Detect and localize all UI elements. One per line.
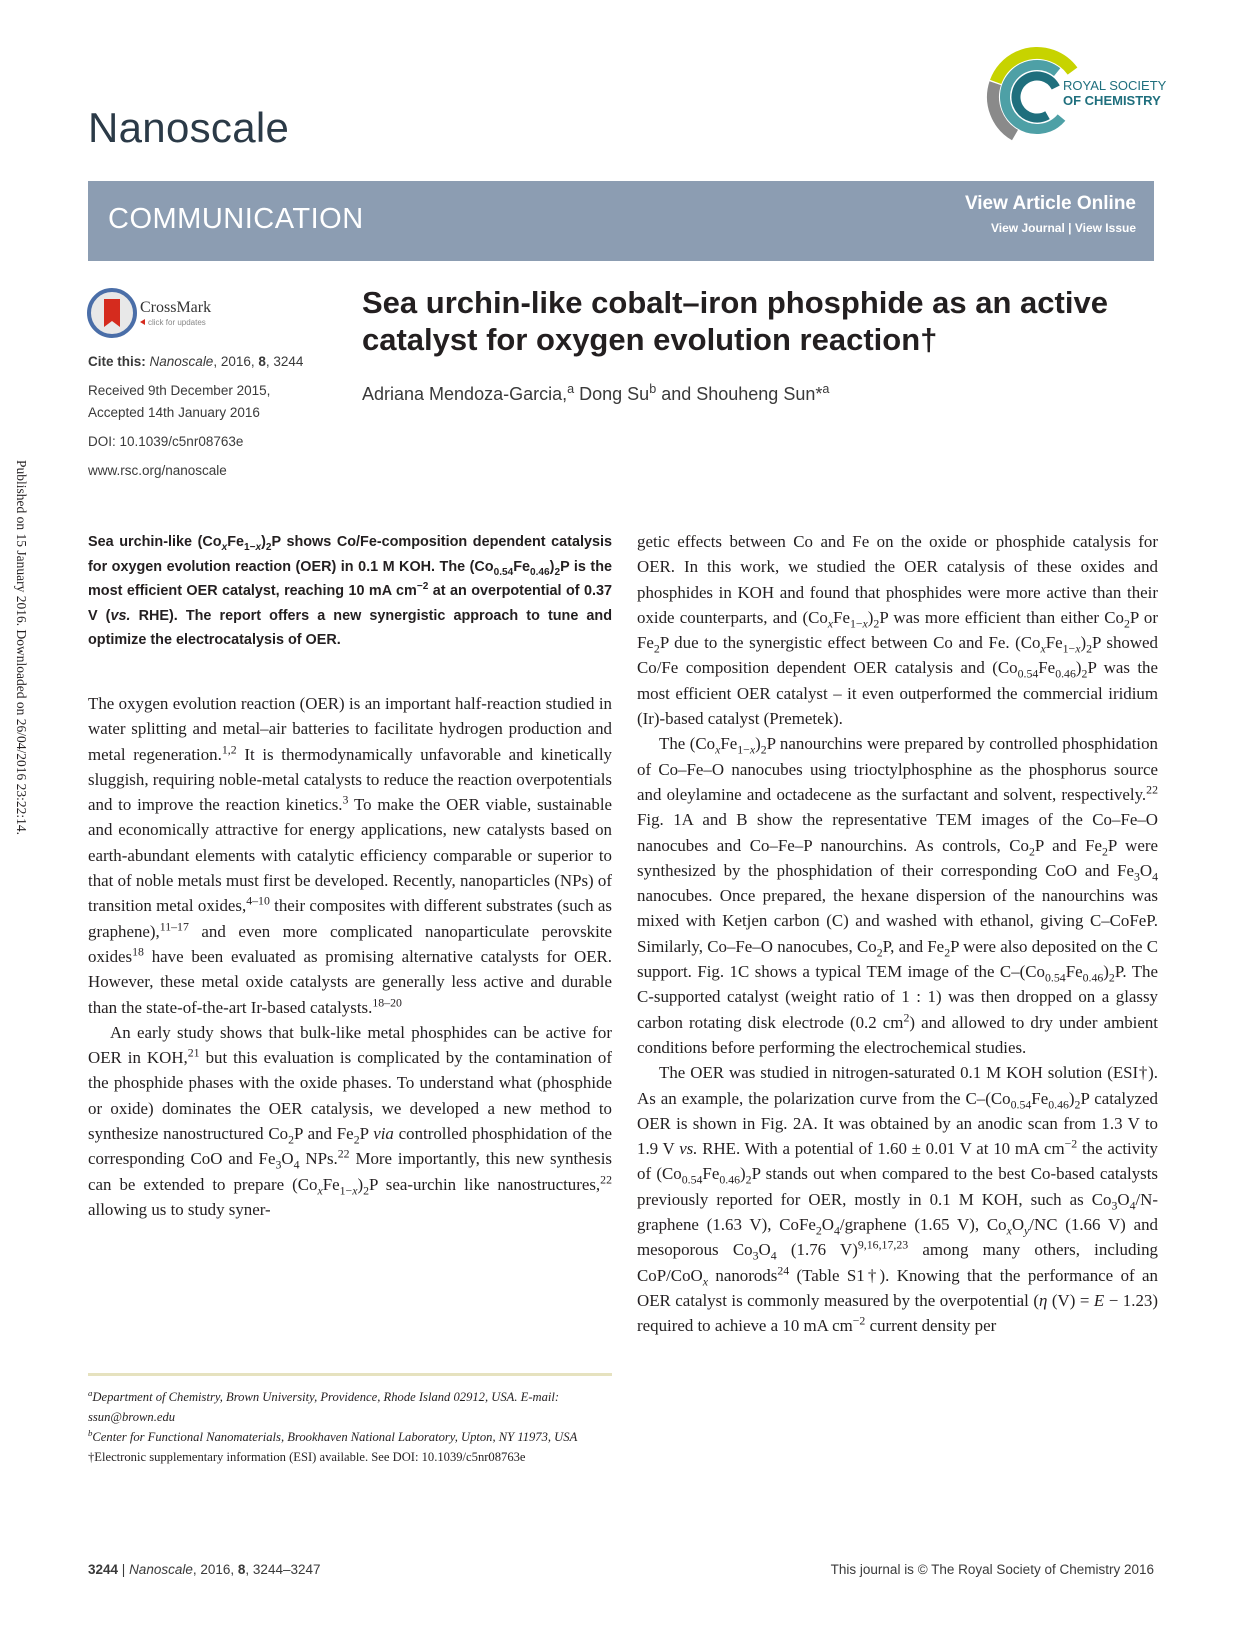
- rsc-logo-line2: OF CHEMISTRY: [1063, 93, 1161, 108]
- abstract: Sea urchin-like $(Co_xFe_{1-x})_2P$ shows Co/Fe-composition dependent catalysis for oxygen evolution reaction (OER) in 0.1 M KOH. The $(Co_{0.54}Fe_{0.46})_2P$ is the most efficient OER catalyst, reaching 10 mA $cm^{-2}$ at an overpotential of 0.37 V (vs. RHE). The report offers a new synergistic approach to tune and optimize the electrocatalysis of OER.: [88, 534, 613, 648]
- cite-this: Cite this: Nanoscale, 2016, 8, 3244: [88, 354, 304, 369]
- citation-block: [88, 352, 348, 483]
- view-journal-link[interactable]: View Journal: [990, 221, 1065, 235]
- body-paragraph: getic effects between Co and Fe on the oxide or phosphide catalysis for OER. In this work, we studied the OER catalysis of these oxides and phosphides in KOH and found that phosphides were more active than their oxide counterparts, and $(Co_xFe_{1-x})_2P$ was more efficient than either $Co_2P$ or $Fe_2P$ due to the synergistic effect between Co and Fe. $(Co_xFe_{1-x})_2P$ showed Co/Fe composition dependent OER catalysis and $(Co_{0.54}Fe_{0.46})_2P$ was the most efficient OER catalyst – it even outperformed the commercial iridium (Ir)-based catalyst (Premetek).: [637, 532, 1159, 729]
- view-article-online-link[interactable]: View Article Online: [964, 193, 1136, 214]
- footnote-divider: [88, 1373, 612, 1376]
- article-type-banner: [88, 181, 1154, 261]
- link-separator: |: [1068, 221, 1072, 235]
- view-links: [991, 221, 1136, 235]
- doi: DOI: 10.1039/c5nr08763e: [88, 434, 244, 449]
- body-paragraph: The $(Co_xFe_{1-x})_2P$ nanourchins were prepared by controlled phosphidation of Co–Fe–O nanocubes using trioctylphosphine as the phosphorus source and oleylamine and octadecene as the surfactant and solvent, respectively.$^{22}$ Fig. 1A and B show the representative TEM images of the Co–Fe–O nanocubes and Co–Fe–P nanourchins. As controls, $Co_2P$ and $Fe_2P$ were synthesized by the phosphidation of their corresponding CoO and $Fe_3O_4$ nanocubes. Once prepared, the hexane dispersion of the nanourchins was mixed with Ketjen carbon (C) and washed with ethanol, giving C–CoFeP. Similarly, Co–Fe–O nanocubes, $Co_2P$, and $Fe_2P$ were also deposited on the C support. Fig. 1C shows a typical TEM image of the $C-(Co_{0.54}Fe_{0.46})_2P$. The C-supported catalyst (weight ratio of 1 : 1) was then dropped on a glassy carbon rotating disk electrode (0.2 $cm^2$) and allowed to dry under ambient conditions before performing the electrochemical studies.: [637, 734, 1159, 1057]
- view-issue-link[interactable]: View Issue: [1074, 221, 1136, 235]
- crossmark-sublabel: click for updates: [148, 318, 206, 327]
- arrow-icon: [140, 319, 145, 325]
- article-type-label: COMMUNICATION: [108, 203, 364, 235]
- footnote-affiliation-a: $^a$Department of Chemistry, Brown University, Providence, Rhode Island 02912, USA. E-mail: ssun@brown.edu: [88, 1387, 560, 1424]
- page-footer-copyright: This journal is © The Royal Society of Chemistry 2016: [830, 1562, 1154, 1577]
- body-paragraph: The oxygen evolution reaction (OER) is an important half-reaction studied in water splitting and metal–air batteries to facilitate hydrogen production and metal regeneration.$^{1,2}$ It is thermodynamically unfavorable and kinetically sluggish, requiring noble-metal catalysts to reduce the reaction overpotentials and to improve the reaction kinetics.$^3$ To make the OER viable, sustainable and economically attractive for energy applications, new catalysts based on earth-abundant elements with catalytic efficiency comparable or superior to that of noble metals must first be developed. Recently, nanoparticles (NPs) of transition metal oxides,$^{4-10}$ their composites with different substrates (such as graphene),$^{11-17}$ and even more complicated nanoparticulate perovskite oxides$^{18}$ have been evaluated as promising alternative catalysts for OER. However, these metal oxide catalysts are generally less active and durable than the state-of-the-art Ir-based catalysts.$^{18-20}$: [88, 694, 613, 1017]
- body-right-column: [637, 529, 1158, 1339]
- footnote-affiliation-b: $^b$Center for Functional Nanomaterials, Brookhaven National Laboratory, Upton, NY 11973, USA: [88, 1427, 578, 1444]
- received-date: Received 9th December 2015,: [88, 383, 271, 398]
- footnotes: [88, 1387, 612, 1467]
- body-left-column: [88, 691, 612, 1222]
- download-note-text: Published on 15 January 2016. Downloaded on 26/04/2016 23:22:14.: [14, 460, 29, 835]
- rsc-logo-line1: ROYAL SOCIETY: [1063, 78, 1167, 93]
- download-note: [3, 460, 31, 940]
- footnote-esi: †Electronic supplementary information (ESI) available. See DOI: 10.1039/c5nr08763e: [88, 1450, 526, 1464]
- crossmark-label: CrossMark: [140, 299, 212, 316]
- crossmark-badge[interactable]: [88, 287, 248, 339]
- journal-name: Nanoscale: [88, 104, 290, 151]
- article-title: Sea urchin-like cobalt–iron phosphide as an active catalyst for oxygen evolution reaction†: [362, 285, 1108, 357]
- body-paragraph: An early study shows that bulk-like metal phosphides can be active for OER in KOH,$^{21}$ but this evaluation is complicated by the contamination of the phosphide phases with the oxide phases. To understand what (phosphide or oxide) dominates the OER catalysis, we developed a new method to synthesize nanostructured $Co_2P$ and $Fe_2P$ via controlled phosphidation of the corresponding CoO and $Fe_3O_4$ NPs.$^{22}$ More importantly, this new synthesis can be extended to prepare $(Co_xFe_{1-x})_2P$ sea-urchin like nanostructures,$^{22}$ allowing us to study syner-: [88, 1022, 612, 1219]
- rsc-logo-icon: [985, 42, 1167, 152]
- page-footer-citation: 3244 | Nanoscale, 2016, 8, 3244–3247: [88, 1562, 321, 1577]
- body-paragraph: The OER was studied in nitrogen-saturated 0.1 M KOH solution (ESI†). As an example, the polarization curve from the $C-(Co_{0.54}Fe_{0.46})_2P$ catalyzed OER is shown in Fig. 2A. It was obtained by an anodic scan from 1.3 V to 1.9 V vs. RHE. With a potential of 1.60 ± 0.01 V at 10 mA $cm^{-2}$ the activity of $(Co_{0.54}Fe_{0.46})_2P$ stands out when compared to the best Co-based catalysts previously reported for OER, mostly in 0.1 M KOH, such as $Co_3O_4/N$-graphene (1.63 V), $CoFe_2O_4$/graphene (1.65 V), $Co_xO_y/NC$ (1.66 V) and mesoporous $Co_3O_4$ (1.76 V)$^{9,16,17,23}$ among many others, including CoP/CoO$_x$ nanorods$^{24}$ (Table S1†). Knowing that the performance of an OER catalyst is commonly measured by the overpotential (η (V) = E − 1.23) required to achieve a 10 mA $cm^{-2}$ current density per: [637, 1063, 1158, 1336]
- author-list: Adriana Mendoza-Garcia,$^a$ Dong Su$^b$ and Shouheng Sun*$^a$: [362, 382, 830, 404]
- journal-url[interactable]: www.rsc.org/nanoscale: [88, 463, 227, 478]
- accepted-date: Accepted 14th January 2016: [88, 405, 260, 420]
